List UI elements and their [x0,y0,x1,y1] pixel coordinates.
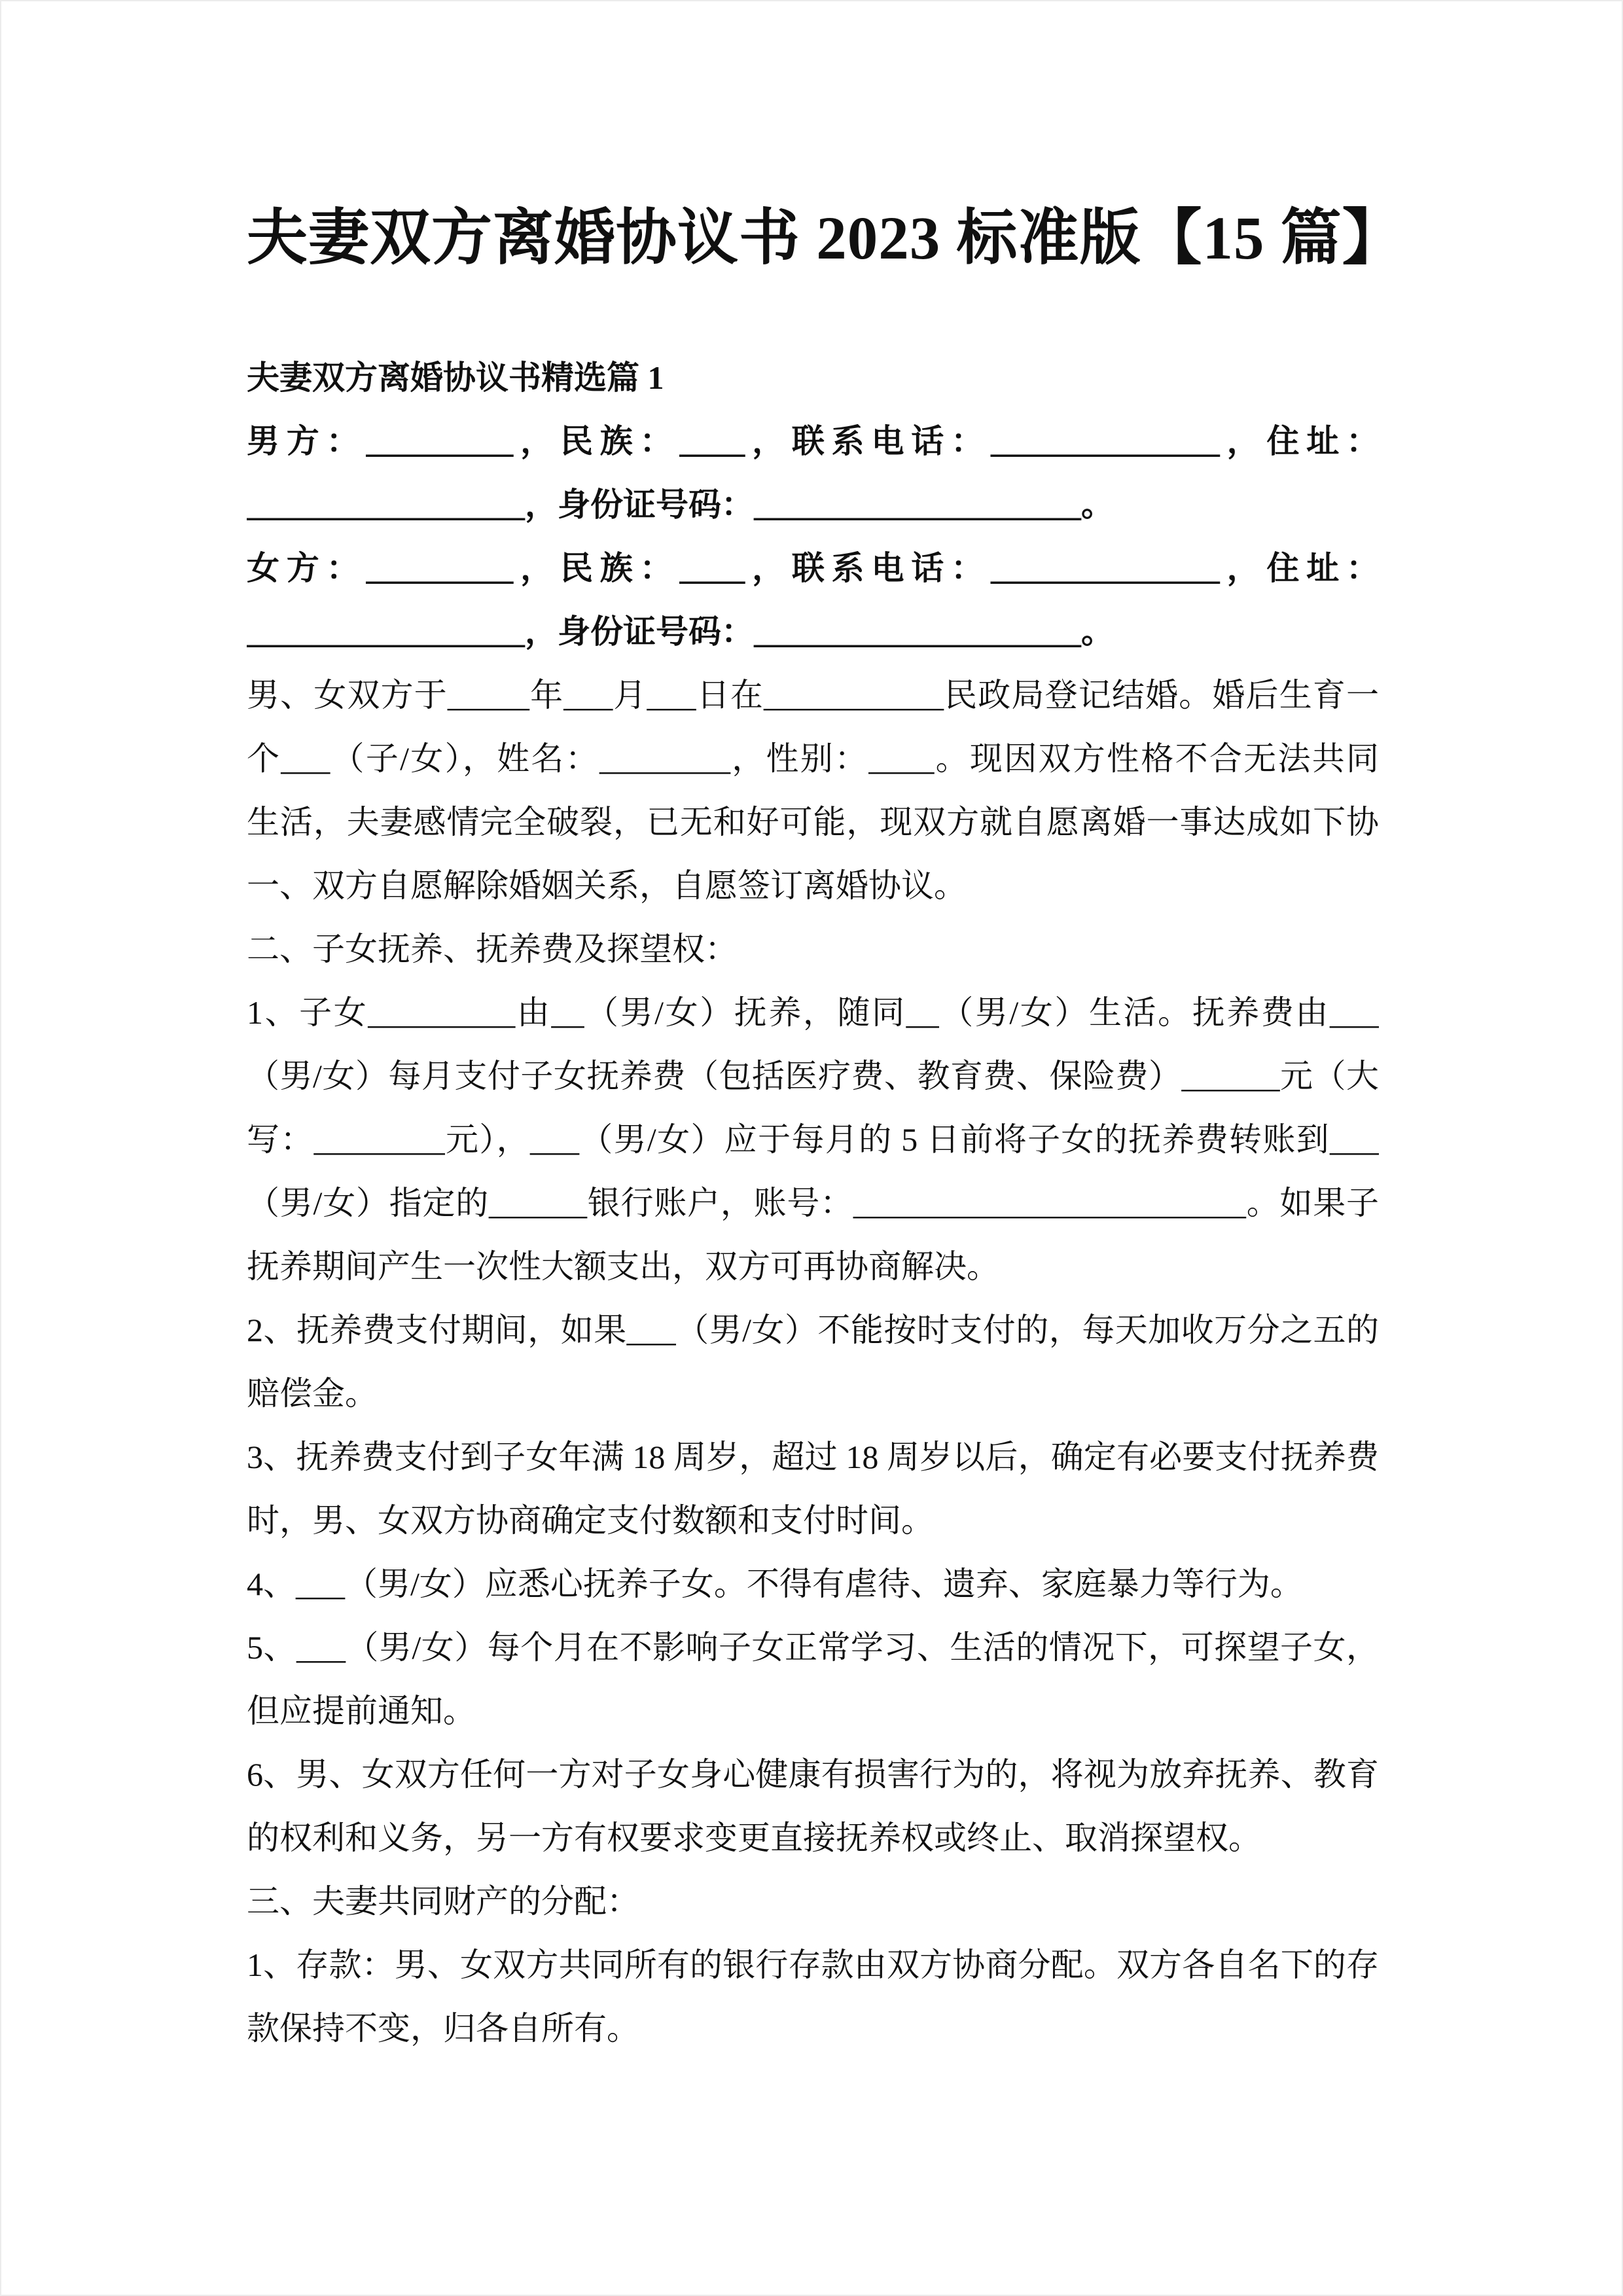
doc-line: 1、子女_________由__（男/女）抚养，随同__（男/女）生活。抚养费由___ [247,994,1379,1031]
doc-line: 6、男、女双方任何一方对子女身心健康有损害行为的，将视为放弃抚养、教育 [247,1756,1379,1793]
doc-line: 时，男、女双方协商确定支付数额和支付时间。 [247,1502,934,1539]
doc-line: 1、存款：男、女双方共同所有的银行存款由双方协商分配。双方各自名下的存 [247,1946,1379,1983]
doc-line: 但应提前通知。 [247,1693,476,1729]
doc-subtitle: 夫妻双方离婚协议书精选篇 1 [247,359,664,396]
doc-line: 三、夫妻共同财产的分配： [247,1883,639,1920]
doc-line: _________________，身份证号码：____________________。 [247,613,1114,650]
doc-line: 写：________元），___（男/女）应于每月的 5 日前将子女的抚养费转账到___ [247,1121,1379,1158]
doc-line: 女方：_________，民族：____，联系电话：______________，住址： [247,550,1379,586]
document-content-area [247,1,1404,2060]
doc-line: 一、双方自愿解除婚姻关系，自愿签订离婚协议。 [247,867,967,904]
doc-line: 3、抚养费支付到子女年满 18 周岁，超过 18 周岁以后，确定有必要支付抚养费 [247,1439,1379,1475]
doc-line: 生活，夫妻感情完全破裂，已无和好可能，现双方就自愿离婚一事达成如下协 [247,804,1379,840]
doc-line: 个___（子/女），姓名：________，性别：____。现因双方性格不合无法共同 [247,740,1379,777]
doc-line: 款保持不变，归各自所有。 [247,2010,639,2047]
doc-line: 2、抚养费支付期间，如果___（男/女）不能按时支付的，每天加收万分之五的 [247,1312,1379,1348]
doc-line: 4、___（男/女）应悉心抚养子女。不得有虐待、遗弃、家庭暴力等行为。 [247,1566,1303,1602]
doc-line: （男/女）指定的______银行账户，账号：________________________。如果子 [247,1185,1379,1221]
doc-line: 的权利和义务，另一方有权要求变更直接抚养权或终止、取消探望权。 [247,1820,1261,1856]
doc-line: 赔偿金。 [247,1375,378,1412]
doc-title: 夫妻双方离婚协议书 2023 标准版【15 篇】 [247,205,1404,272]
doc-line: 二、子女抚养、抚养费及探望权： [247,931,738,967]
doc-line: 5、___（男/女）每个月在不影响子女正常学习、生活的情况下，可探望子女， [247,1629,1379,1666]
doc-line: _________________，身份证号码：____________________。 [247,486,1114,523]
doc-line: 抚养期间产生一次性大额支出，双方可再协商解决。 [247,1248,999,1285]
doc-line: （男/女）每月支付子女抚养费（包括医疗费、教育费、保险费）______元（大 [247,1058,1379,1094]
doc-line: 男、女双方于_____年___月___日在___________民政局登记结婚。婚后生育一 [247,677,1379,713]
doc-body [247,346,1379,2060]
doc-line: 男方：_________，民族：____，联系电话：______________，住址： [247,423,1379,459]
